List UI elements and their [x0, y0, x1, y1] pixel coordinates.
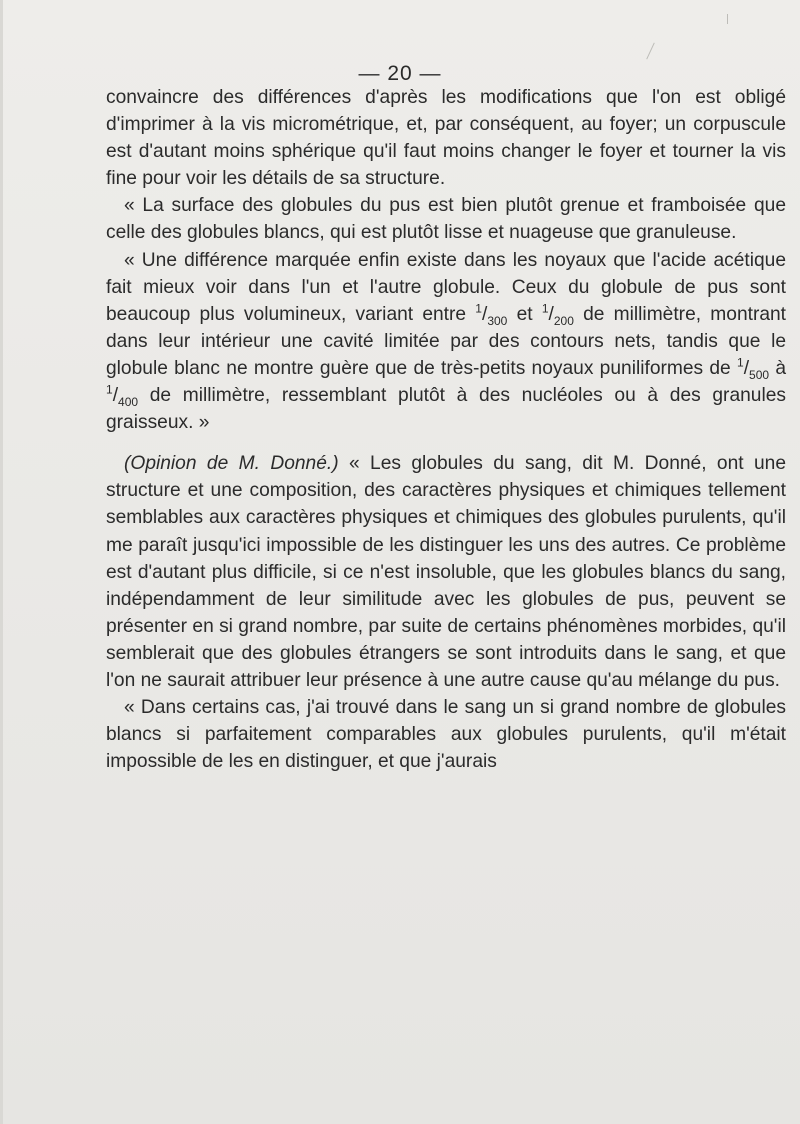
fraction-1-500: $^1/_{500}$ [737, 355, 770, 382]
paragraph-5: « Dans certains cas, j'ai trouvé dans le sang un si grand nombre de globules blancs si parfaitement comparables aux globules purulents, qu'il m'était impossible de les en distinguer, et que j'aurais [106, 697, 786, 773]
fraction-denominator: 200 [553, 313, 574, 328]
fraction-numerator: 1 [541, 301, 549, 316]
fraction-1-300: $^1/_{300}$ [475, 301, 508, 328]
fraction-denominator: 500 [749, 367, 770, 382]
paragraph-3 [106, 247, 786, 437]
fraction-1-200: $^1/_{200}$ [541, 301, 574, 328]
section-label: (Opinion de M. Donné.) [124, 453, 339, 475]
paragraph-4-text: « Les globules du sang, dit M. Donné, ont une structure et une composition, des caractères physiques et chimiques tellement semblables aux caractères physiques et chimiques des globules purulents, qu'il me paraît jusqu'ici impossible de les distinguer les uns des autres. Ce problème est d'autant plus difficile, si ce n'est insoluble, que les globules blancs du sang, indépendamment de leur similitude avec les globules de pus, peuvent se présenter en si grand nombre, par suite de certains phénomènes morbides, qu'il semblerait que des globules étrangers se sont introduits dans le sang, et que l'on ne saurait attribuer leur présence à une autre cause qu'au mélange du pus. [106, 453, 786, 691]
paragraph-3-text-c: de millimètre, montrant dans leur intérieur une cavité limitée par des contours nets, tandis que le globule blanc ne montre guère que de très-petits noyaux puniliformes de [106, 303, 787, 379]
paragraph-2: « La surface des globules du pus est bien plutôt grenue et framboisée que celle des globules blancs, qui est plutôt lisse et nuageuse que granuleuse. [106, 195, 786, 244]
page-number: — 20 — [358, 62, 442, 85]
fraction-1-400: $^1/_{400}$ [106, 382, 139, 409]
paragraph-1: convaincre des différences d'après les modifications que l'on est obligé d'imprimer à la vis micrométrique, et, par conséquent, au foyer; un corpuscule est d'autant moins sphérique qu'il faut moins changer le foyer et tourner la vis fine pour voir les détails de sa structure. [106, 87, 786, 190]
scan-mark [646, 43, 655, 60]
fraction-denominator: 400 [118, 394, 139, 409]
fraction-numerator: 1 [737, 355, 744, 370]
paragraph-3-text-a: « Une différence marquée enfin existe dans les noyaux que l'acide acétique fait mieux voir dans l'un et l'autre globule. Ceux du globule de pus sont beaucoup plus volumineux, variant entre [106, 249, 786, 325]
fraction-denominator: 300 [487, 313, 508, 328]
paragraph-3-text-e: de millimètre, ressemblant plutôt à des nucléoles ou à des granules graisseux. » [106, 385, 786, 434]
fraction-numerator: 1 [106, 382, 113, 397]
paragraph-3-text-d: à [769, 357, 786, 379]
fraction-numerator: 1 [475, 301, 482, 316]
paragraph-3-text-b: et [507, 303, 542, 325]
paragraph-4 [106, 450, 786, 694]
page-edge-shadow [0, 0, 3, 1124]
scan-mark [727, 14, 728, 24]
body-text [106, 84, 786, 775]
